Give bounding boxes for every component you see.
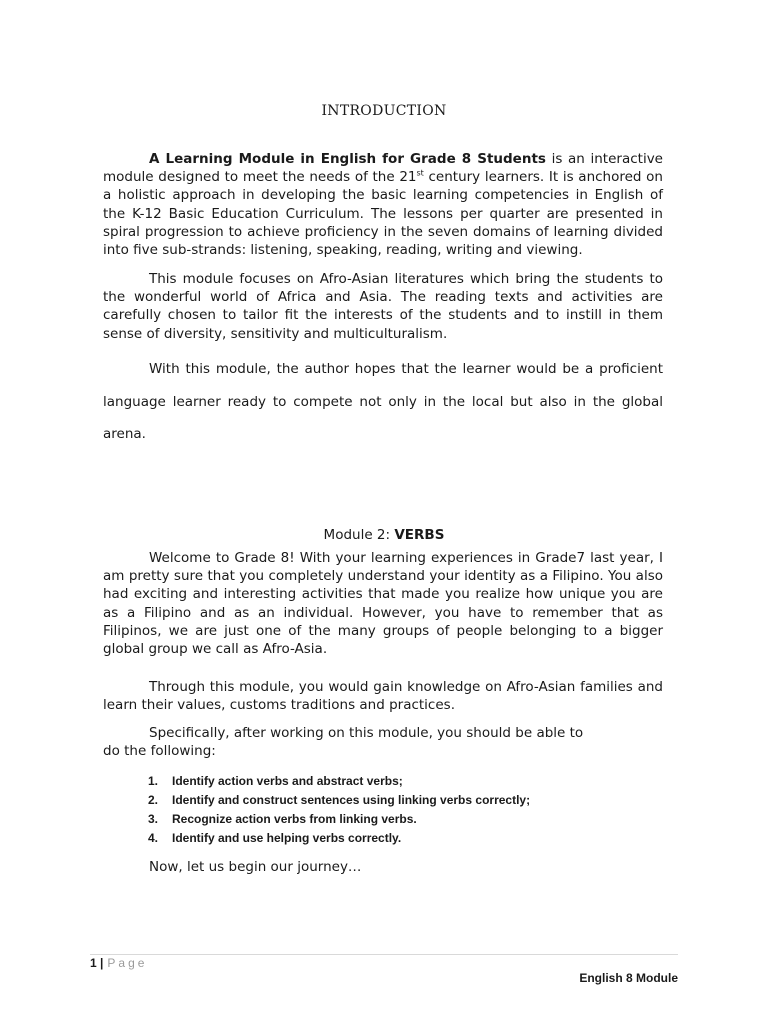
module-name: A Learning Module in English for Grade 8 Students (149, 151, 546, 167)
module-title-topic: VERBS (394, 527, 445, 543)
module-paragraph-3 (103, 724, 663, 760)
module-title-prefix: Module 2: (323, 527, 395, 543)
superscript-st: st (416, 168, 424, 178)
list-item (148, 829, 628, 848)
intro-paragraph-1 (103, 150, 663, 259)
module-paragraph-1 (103, 549, 663, 658)
list-number: 1. (148, 774, 159, 788)
footer-page-number (90, 956, 147, 970)
intro-paragraph-2-text: This module focuses on Afro-Asian literatures which bring the students to the wonderful world of Africa and Asia. The reading texts and activities are carefully chosen to tailor fit the interests of the students and to instill in them sense of diversity, sensitivity and multiculturalism. (103, 271, 663, 342)
footer-module-label: English 8 Module (579, 971, 678, 985)
intro-paragraph-2 (103, 270, 663, 343)
list-text: Identify and construct sentences using linking verbs correctly; (172, 793, 531, 807)
closing-text: Now, let us begin our journey… (149, 859, 362, 875)
intro-paragraph-3-text: With this module, the author hopes that the learner would be a proficient language learner ready to compete not only in the local but also in the global arena. (103, 361, 663, 442)
module-paragraph-3-line-2: do the following: (103, 743, 216, 759)
list-item (148, 772, 628, 791)
list-text: Identify and use helping verbs correctly. (172, 831, 402, 845)
intro-paragraph-1-text-a: is an interactive module designed to meet the needs of the 21 (103, 151, 663, 186)
module-paragraph-2-text: Through this module, you would gain knowledge on Afro-Asian families and learn their values, customs traditions and practices. (103, 679, 663, 714)
page-word: Page (107, 956, 148, 970)
module-paragraph-1-text: Welcome to Grade 8! With your learning experiences in Grade7 last year, I am pretty sure that you completely understand your identity as a Filipino. You also had exciting and interesting activities that made you realize how unique you are as a Filipino and as an individual. However, you have to remember that as Filipinos, we are just one of the many groups of people belonging to a bigger global group we call as Afro-Asia. (103, 550, 663, 658)
page-separator: | (100, 956, 104, 970)
objectives-list (148, 772, 628, 848)
list-item (148, 810, 628, 829)
module-title (0, 527, 768, 543)
intro-heading: INTRODUCTION (321, 103, 447, 119)
list-number: 2. (148, 793, 159, 807)
module-paragraph-2 (103, 678, 663, 714)
footer-divider (90, 954, 678, 955)
module-paragraph-3-line-1: Specifically, after working on this module, you should be able to (149, 725, 584, 741)
list-number: 4. (148, 831, 159, 845)
closing-paragraph (103, 858, 663, 876)
intro-paragraph-1-text-b: century learners. It is anchored on a holistic approach in developing the basic learning competencies in English of the K-12 Basic Education Curriculum. The lessons per quarter are presented in spiral progression to achieve proficiency in the seven domains of learning divided into five sub-strands: listening, speaking, reading, writing and viewing. (103, 169, 663, 259)
page-number: 1 (90, 956, 97, 970)
list-number: 3. (148, 812, 159, 826)
list-item (148, 791, 628, 810)
list-text: Recognize action verbs from linking verbs. (172, 812, 417, 826)
intro-paragraph-3 (103, 353, 663, 451)
list-text: Identify action verbs and abstract verbs; (172, 774, 403, 788)
